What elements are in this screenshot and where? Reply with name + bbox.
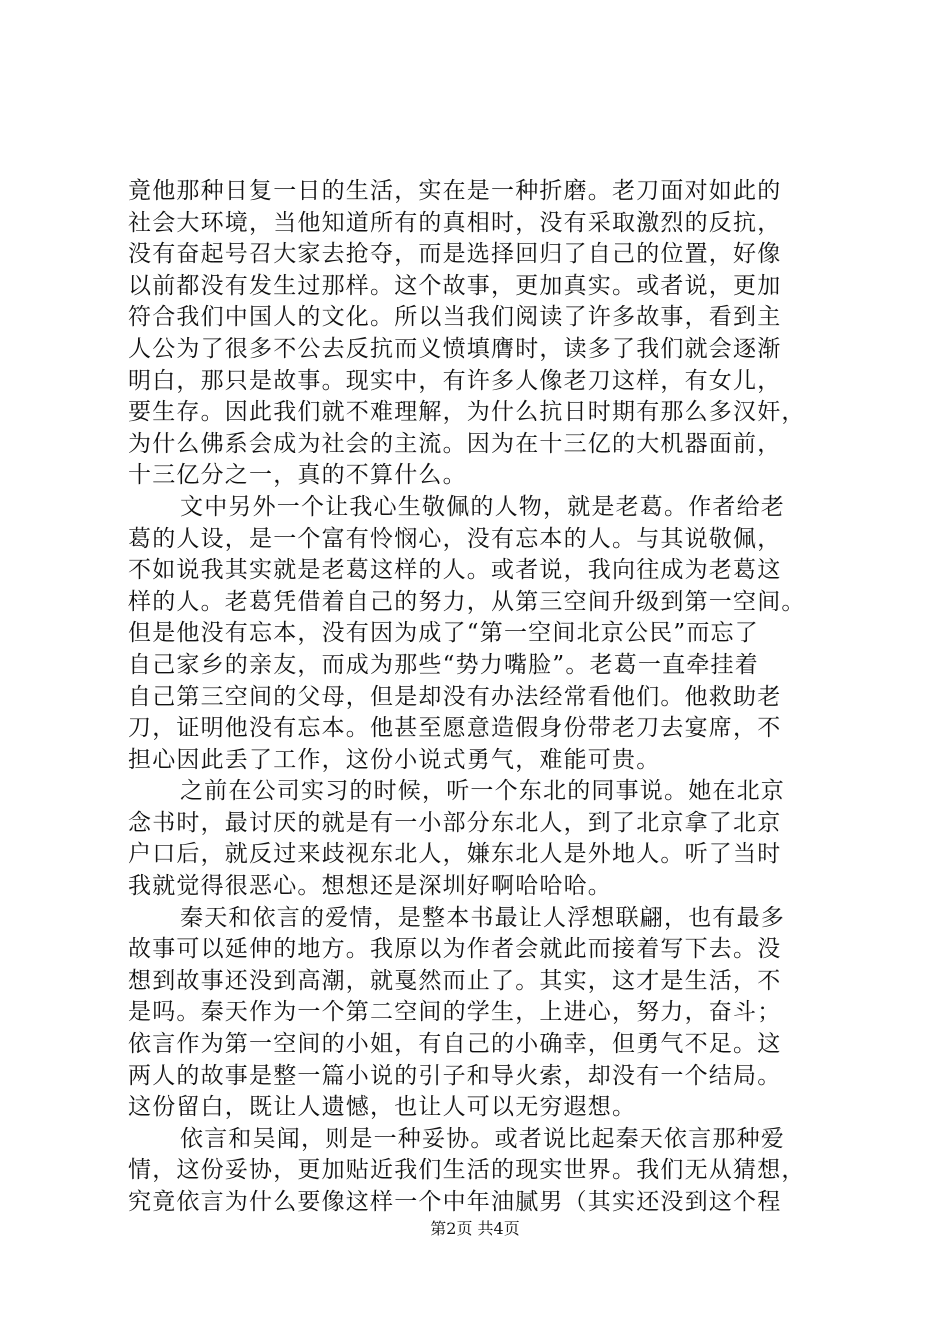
text-line: 想到故事还没到高潮，就戛然而止了。其实，这才是生活，不 [128,967,782,994]
text-line: 究竟依言为什么要像这样一个中年油腻男（其实还没到这个程 [128,1189,782,1215]
text-line: 自己家乡的亲友，而成为那些“势力嘴脸”。老葛一直牵挂着 [128,651,759,678]
text-line: 我就觉得很恶心。想想还是深圳好啊哈哈哈。 [128,873,612,900]
text-line: 十三亿分之一，真的不算什么。 [128,462,467,489]
page-footer: 第2页 共4页 [430,1219,520,1238]
text-line: 以前都没有发生过那样。这个故事，更加真实。或者说，更加 [128,272,782,299]
text-line: 符合我们中国人的文化。所以当我们阅读了许多故事，看到主 [128,304,782,331]
text-line: 刀，证明他没有忘本。他甚至愿意造假身份带老刀去宴席，不 [128,715,782,742]
text-line: 两人的故事是整一篇小说的引子和导火索，却没有一个结局。 [128,1062,782,1089]
text-line: 依言和吴闻，则是一种妥协。或者说比起秦天依言那种爱 [180,1125,785,1152]
text-line: 担心因此丢了工作，这份小说式勇气，难能可贵。 [128,746,661,773]
text-line: 要生存。因此我们就不难理解，为什么抗日时期有那么多汉奸， [128,399,806,426]
text-line: 为什么佛系会成为社会的主流。因为在十三亿的大机器面前， [128,430,782,457]
text-line: 这份留白，既让人遗憾，也让人可以无穷遐想。 [128,1094,637,1121]
text-line: 之前在公司实习的时候，听一个东北的同事说。她在北京 [180,778,785,805]
text-line: 没有奋起号召大家去抢夺，而是选择回归了自己的位置，好像 [128,241,782,268]
text-line: 但是他没有忘本，没有因为成了“第一空间北京公民”而忘了 [128,620,759,647]
text-line: 样的人。老葛凭借着自己的努力，从第三空间升级到第一空间。 [128,588,806,615]
text-line: 户口后，就反过来歧视东北人，嫌东北人是外地人。听了当时 [128,841,782,868]
text-line: 文中另外一个让我心生敬佩的人物，就是老葛。作者给老 [180,493,785,520]
text-line: 人公为了很多不公去反抗而义愤填膺时，读多了我们就会逐渐 [128,335,782,362]
text-line: 自己第三空间的父母，但是却没有办法经常看他们。他救助老 [128,683,782,710]
text-line: 社会大环境，当他知道所有的真相时，没有采取激烈的反抗， [128,209,782,236]
text-line: 明白，那只是故事。现实中，有许多人像老刀这样，有女儿， [128,367,782,394]
text-line: 竟他那种日复一日的生活，实在是一种折磨。老刀面对如此的 [128,178,782,204]
body-text [128,176,840,1219]
text-line: 念书时，最讨厌的就是有一小部分东北人，到了北京拿了北京 [128,809,782,836]
text-line: 葛的人设，是一个富有怜悯心，没有忘本的人。与其说敬佩， [128,525,782,552]
text-line: 故事可以延伸的地方。我原以为作者会就此而接着写下去。没 [128,936,782,963]
text-line: 秦天和依言的爱情，是整本书最让人浮想联翩，也有最多 [180,904,785,931]
text-line: 依言作为第一空间的小姐，有自己的小确幸，但勇气不足。这 [128,1031,782,1058]
text-line: 是吗。秦天作为一个第二空间的学生，上进心，努力，奋斗； [128,999,782,1026]
text-line: 不如说我其实就是老葛这样的人。或者说，我向往成为老葛这 [128,557,782,584]
text-line: 情，这份妥协，更加贴近我们生活的现实世界。我们无从猜想， [128,1157,806,1184]
